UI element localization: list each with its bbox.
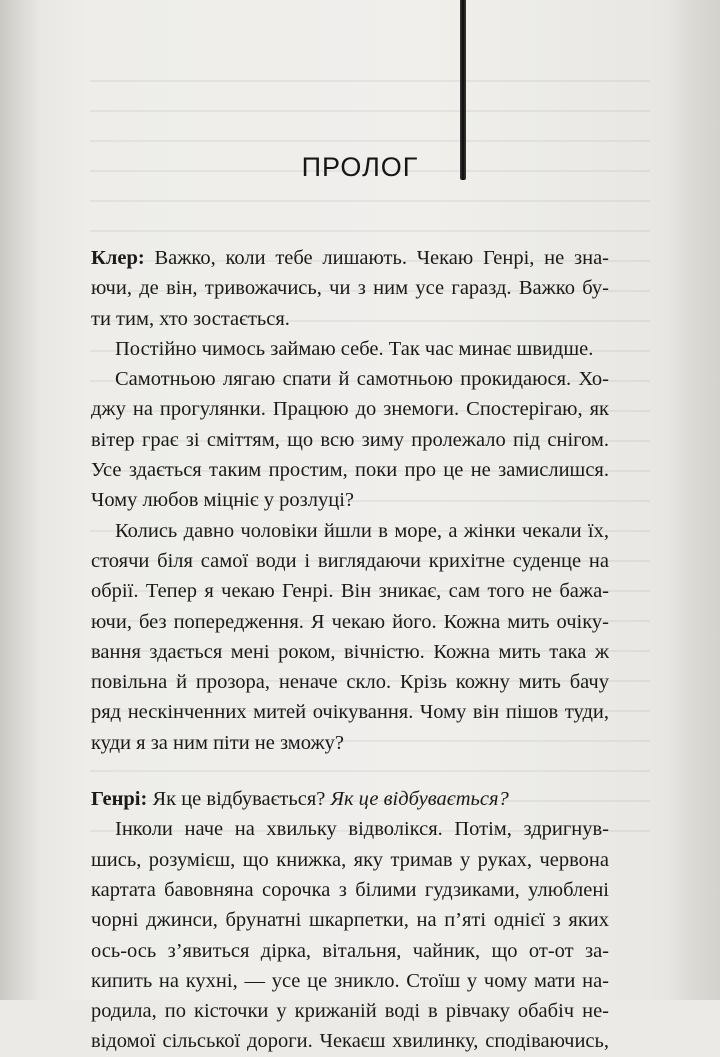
text-line: ти тим, хто зостається. — [91, 307, 290, 330]
text-line: джу на прогулянки. Працюю до знемоги. Спостерігаю, як — [91, 398, 609, 421]
page-gutter-shadow — [0, 0, 40, 1000]
paragraph-gap — [91, 758, 609, 784]
text-line: Чому любов міцніє у розлуці? — [91, 489, 355, 512]
text-line: шись, розумієш, що книжка, яку тримав у руках, червона — [91, 848, 609, 871]
text-line: картата бавовняна сорочка з білими гудзиками, улюблені — [91, 878, 609, 901]
text-line: Колись давно чоловіки йшли в море, а жінки чекали їх, — [115, 519, 609, 542]
text-line: Клер: Важко, коли тебе лишають. Чекаю Генрі, не зна- — [91, 247, 609, 269]
text-line: Генрі: Як це відбувається? Як це відбувається? — [91, 788, 509, 811]
speaker-label: Клер: — [91, 247, 145, 269]
text-line: ючи, де він, тривожачись, чи з ним усе гаразд. Важко бу- — [91, 277, 609, 300]
text-line: Самотньою лягаю спати й самотньою прокидаюся. Хо- — [115, 368, 609, 391]
text-line: Інколи наче на хвильку відволікся. Потім, здригнув- — [115, 818, 609, 841]
body-text — [91, 243, 609, 1057]
text-line: Усе здається таким простим, поки про це не замислишся. — [91, 459, 609, 482]
text-line: стоячи біля самої води і виглядаючи крихітне суденце на — [91, 549, 609, 572]
italic-question: Як це відбувається? — [330, 788, 509, 811]
page-edge-shadow — [670, 0, 720, 1000]
text-line: ряд нескінченних митей очікування. Чому він пішов туди, — [91, 701, 609, 724]
text-line: обрії. Тепер я чекаю Генрі. Він зникає, сам того не бажа- — [91, 580, 609, 603]
chapter-title: ПРОЛОГ — [301, 152, 419, 182]
text-line: чорні джинси, брунатні шкарпетки, на п’яті однієї з яких — [91, 909, 609, 932]
text-line: повільна й прозора, неначе скло. Крізь кожну мить бачу — [91, 671, 609, 694]
text-line: кипить на кухні, — усе це зникло. Стоїш у чому мати на- — [91, 969, 609, 992]
text-line: вання здається мені роком, вічністю. Кожна мить така ж — [91, 640, 609, 663]
speaker-label: Генрі: — [91, 788, 148, 811]
text-line: ючи, без попередження. Я чекаю його. Кожна мить очіку- — [91, 610, 609, 633]
text-line: відомої сільської дороги. Чекаєш хвилинку, сподіваючись, — [91, 1030, 609, 1053]
text-line: вітер грає зі сміттям, що всю зиму пролежало під снігом. — [91, 428, 609, 451]
text-line: Постійно чимось займаю себе. Так час минає швидше. — [115, 337, 594, 360]
text-line: ось-ось з’явиться дірка, вітальня, чайник, що от-от за- — [91, 939, 609, 962]
text-line: родила, по кісточки у крижаній воді в рівчаку обабіч не- — [91, 1000, 609, 1023]
text-line: куди я за ним піти не зможу? — [91, 731, 345, 754]
